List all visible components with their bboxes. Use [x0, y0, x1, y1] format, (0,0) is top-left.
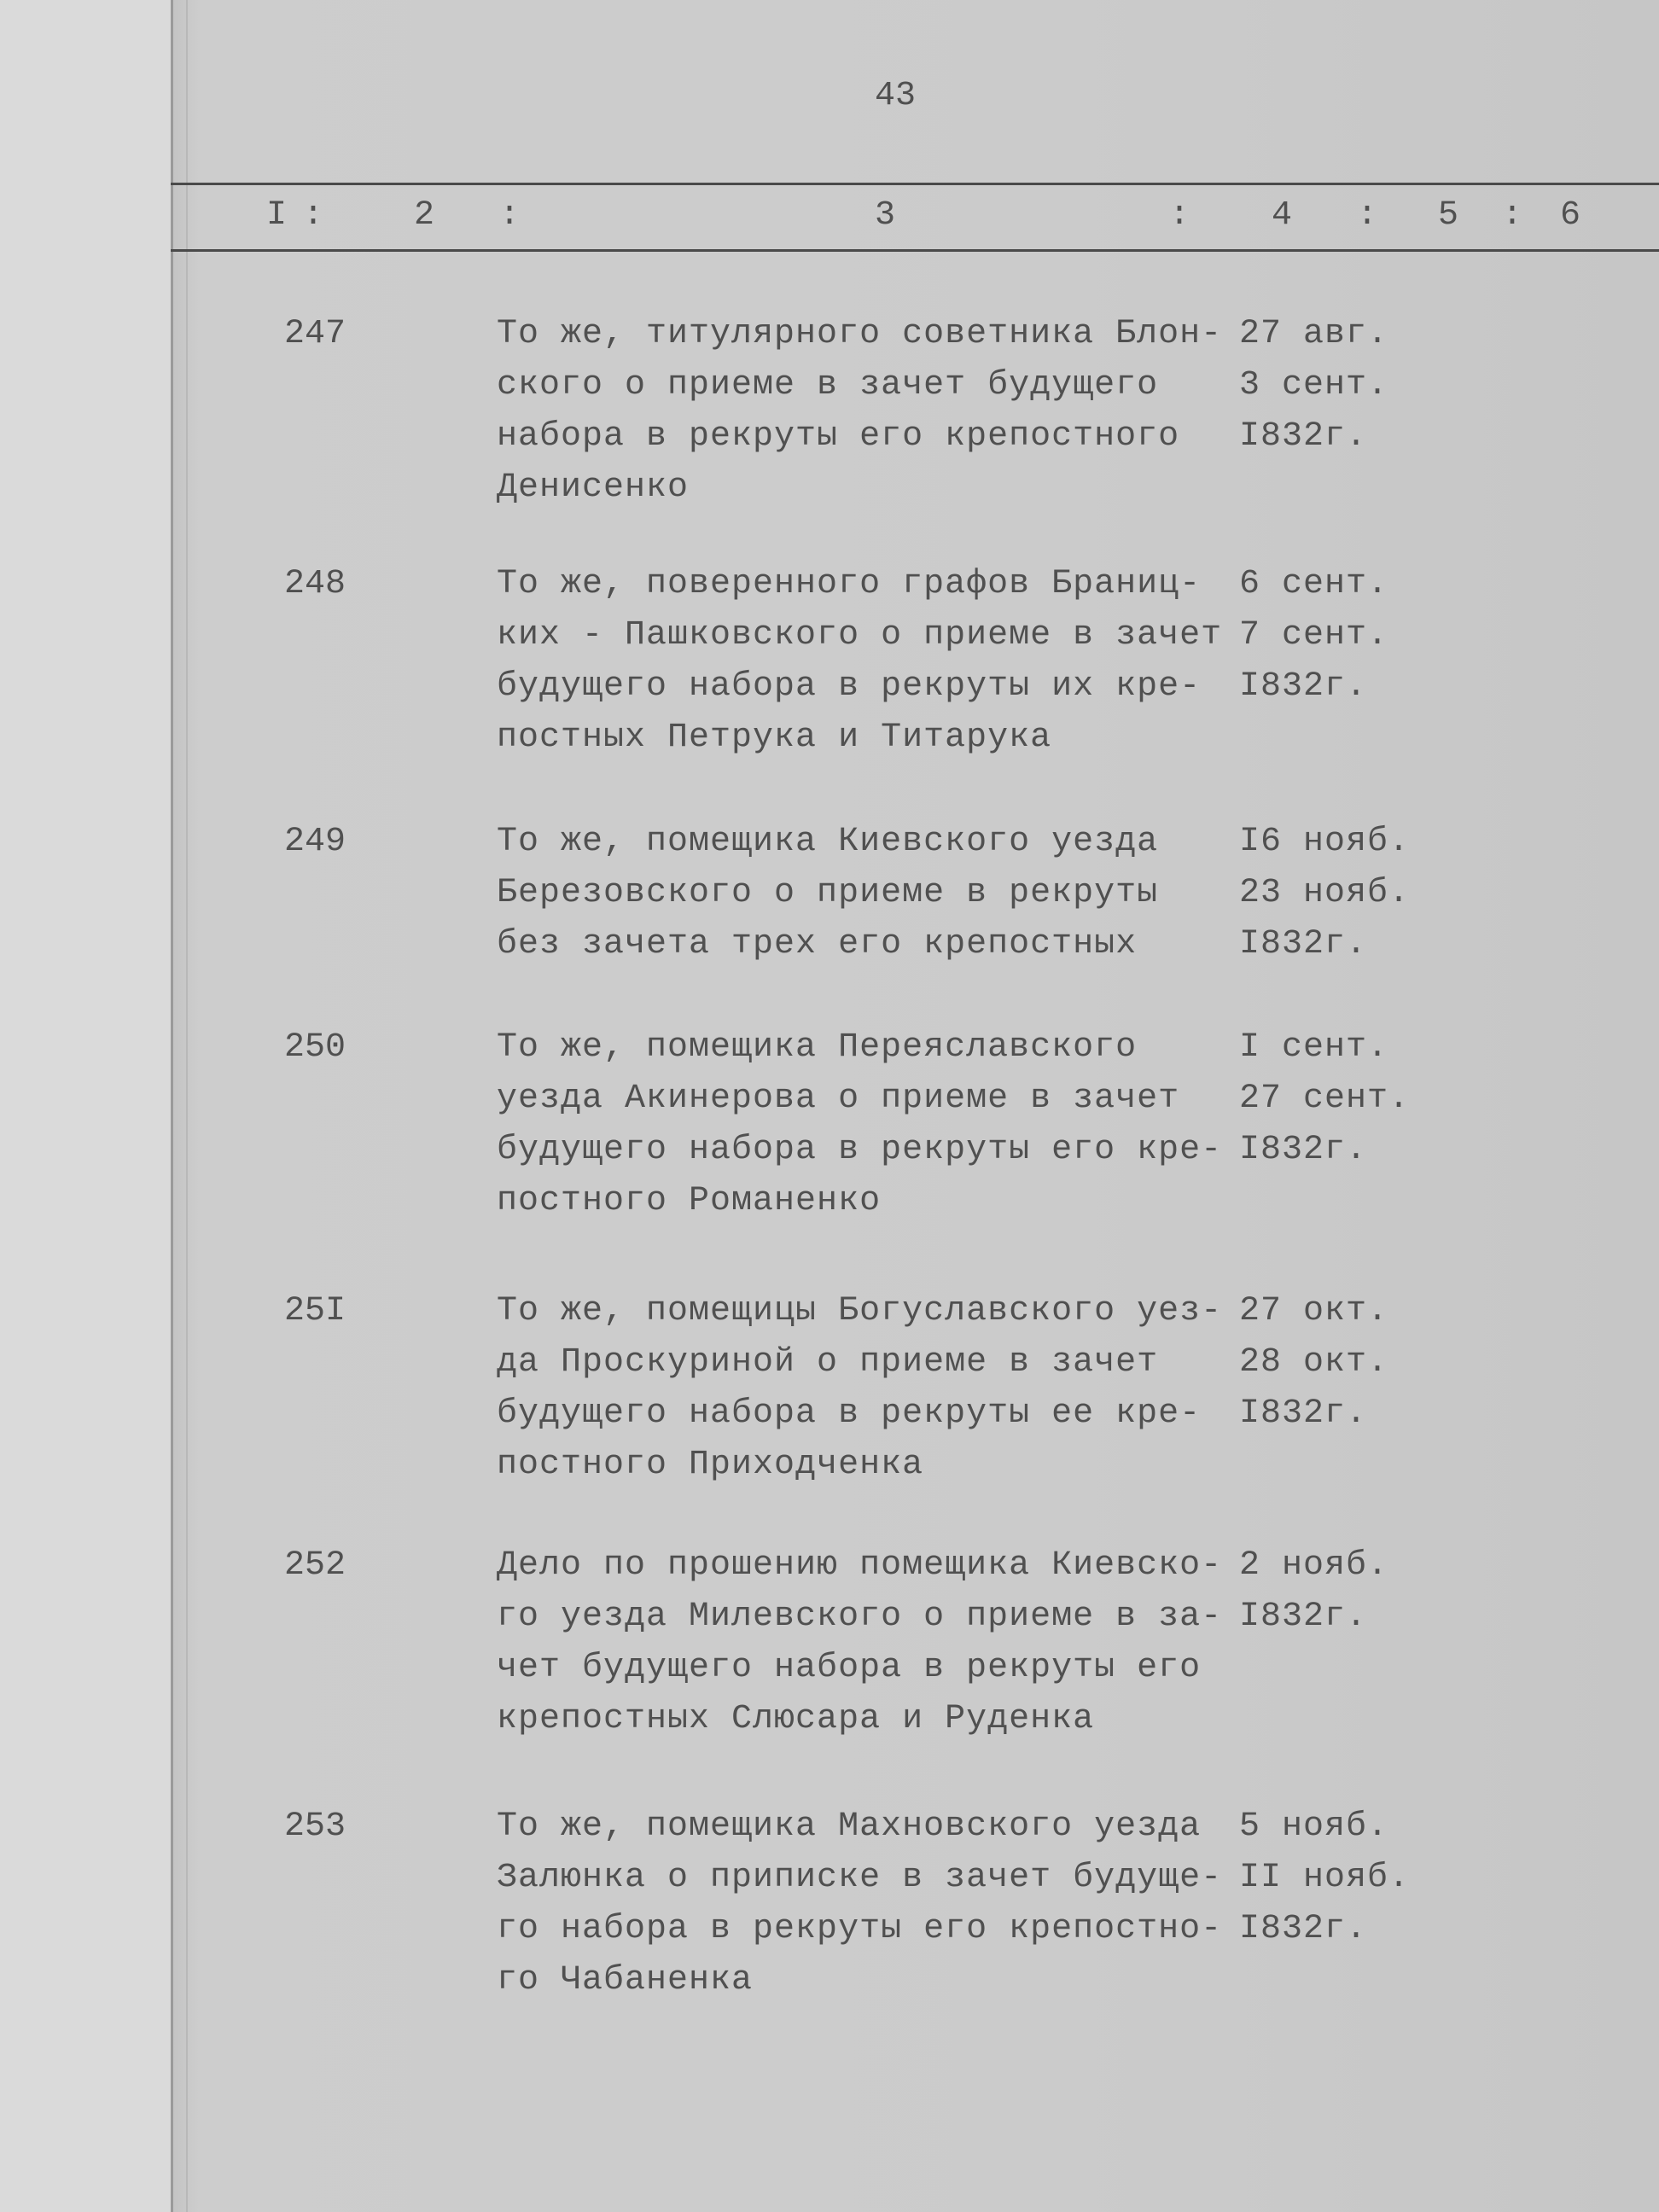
description-line: То же, помещицы Богуславского уез- — [497, 1292, 1223, 1330]
entry-number: 249 — [284, 823, 346, 861]
description-line: чет будущего набора в рекруты его — [497, 1649, 1202, 1687]
entry-dates — [1239, 1286, 1388, 1440]
entry-dates — [1239, 817, 1410, 970]
description-line: будущего набора в рекруты их кре- — [497, 667, 1202, 706]
entry-number: 250 — [284, 1028, 346, 1067]
description-line: без зачета трех его крепостных — [497, 925, 1138, 963]
entry-description — [497, 1540, 1222, 1745]
description-line: То же, помещика Переяславского — [497, 1028, 1138, 1067]
entry-dates — [1239, 559, 1388, 713]
entry-number: 248 — [284, 565, 346, 603]
description-line: го Чабаненка — [497, 1961, 754, 2000]
column-header-4: 4 — [1272, 196, 1293, 235]
date-line: 27 сент. — [1239, 1080, 1411, 1118]
entry-description — [497, 1286, 1222, 1491]
column-header-5: 5 — [1438, 196, 1459, 235]
description-line: го набора в рекруты его крепостно- — [497, 1910, 1223, 1948]
date-line: I832г. — [1239, 1598, 1368, 1636]
column-separator: : — [1357, 196, 1378, 235]
entry-description — [497, 817, 1158, 970]
description-line: да Проскуриной о приеме в зачет — [497, 1343, 1159, 1382]
date-line: 6 сент. — [1239, 565, 1389, 603]
column-header-3: 3 — [875, 196, 896, 235]
column-header-6: 6 — [1560, 196, 1581, 235]
column-separator: : — [1502, 196, 1523, 235]
date-line: 2 нояб. — [1239, 1546, 1389, 1585]
description-line: крепостных Слюсара и Руденка — [497, 1700, 1095, 1738]
entry-dates — [1239, 1802, 1410, 1955]
description-line: го уезда Милевского о приеме в за- — [497, 1598, 1223, 1636]
date-line: II нояб. — [1239, 1859, 1411, 1897]
column-header-1: I — [266, 196, 288, 235]
description-line: ского о приеме в зачет будущего — [497, 366, 1159, 405]
date-line: 28 окт. — [1239, 1343, 1389, 1382]
header-top-rule — [171, 183, 1659, 185]
entry-dates — [1239, 309, 1388, 463]
entry-description — [497, 1022, 1222, 1227]
header-bottom-rule — [171, 249, 1659, 252]
date-line: 7 сент. — [1239, 616, 1389, 655]
date-line: I832г. — [1239, 667, 1368, 706]
entry-description — [497, 309, 1222, 514]
column-separator: : — [499, 196, 521, 235]
description-line: постных Петрука и Титарука — [497, 719, 1052, 757]
date-line: 3 сент. — [1239, 366, 1389, 405]
page-edge — [186, 0, 188, 2212]
page-number: 43 — [875, 77, 917, 115]
date-line: I832г. — [1239, 1131, 1368, 1169]
entry-number: 253 — [284, 1807, 346, 1846]
description-line: Денисенко — [497, 469, 690, 507]
date-line: 27 авг. — [1239, 315, 1389, 353]
description-line: То же, помещика Махновского уезда — [497, 1807, 1202, 1846]
description-line: То же, помещика Киевского уезда — [497, 823, 1159, 861]
entry-description — [497, 559, 1222, 764]
column-separator: : — [1169, 196, 1190, 235]
date-line: I832г. — [1239, 925, 1368, 963]
description-line: будущего набора в рекруты его кре- — [497, 1131, 1223, 1169]
date-line: 5 нояб. — [1239, 1807, 1389, 1846]
date-line: I832г. — [1239, 1394, 1368, 1433]
description-line: постного Романенко — [497, 1182, 882, 1220]
entry-number: 252 — [284, 1546, 346, 1585]
underlying-page — [0, 0, 171, 2212]
date-line: I832г. — [1239, 417, 1368, 456]
date-line: 23 нояб. — [1239, 874, 1411, 912]
description-line: будущего набора в рекруты ее кре- — [497, 1394, 1202, 1433]
entry-dates — [1239, 1022, 1410, 1176]
description-line: Дело по прошению помещика Киевско- — [497, 1546, 1223, 1585]
description-line: Березовского о приеме в рекруты — [497, 874, 1159, 912]
entry-description — [497, 1802, 1222, 2006]
description-line: Залюнка о приписке в зачет будуще- — [497, 1859, 1223, 1897]
description-line: ких - Пашковского о приеме в зачет — [497, 616, 1223, 655]
column-header-2: 2 — [414, 196, 435, 235]
date-line: 27 окт. — [1239, 1292, 1389, 1330]
description-line: набора в рекруты его крепостного — [497, 417, 1180, 456]
date-line: I сент. — [1239, 1028, 1389, 1067]
description-line: То же, титулярного советника Блон- — [497, 315, 1223, 353]
description-line: постного Приходченка — [497, 1446, 924, 1484]
description-line: уезда Акинерова о приеме в зачет — [497, 1080, 1180, 1118]
entry-dates — [1239, 1540, 1388, 1643]
date-line: I832г. — [1239, 1910, 1368, 1948]
date-line: I6 нояб. — [1239, 823, 1411, 861]
description-line: То же, поверенного графов Браниц- — [497, 565, 1202, 603]
column-separator: : — [303, 196, 324, 235]
entry-number: 25I — [284, 1292, 346, 1330]
entry-number: 247 — [284, 315, 346, 353]
